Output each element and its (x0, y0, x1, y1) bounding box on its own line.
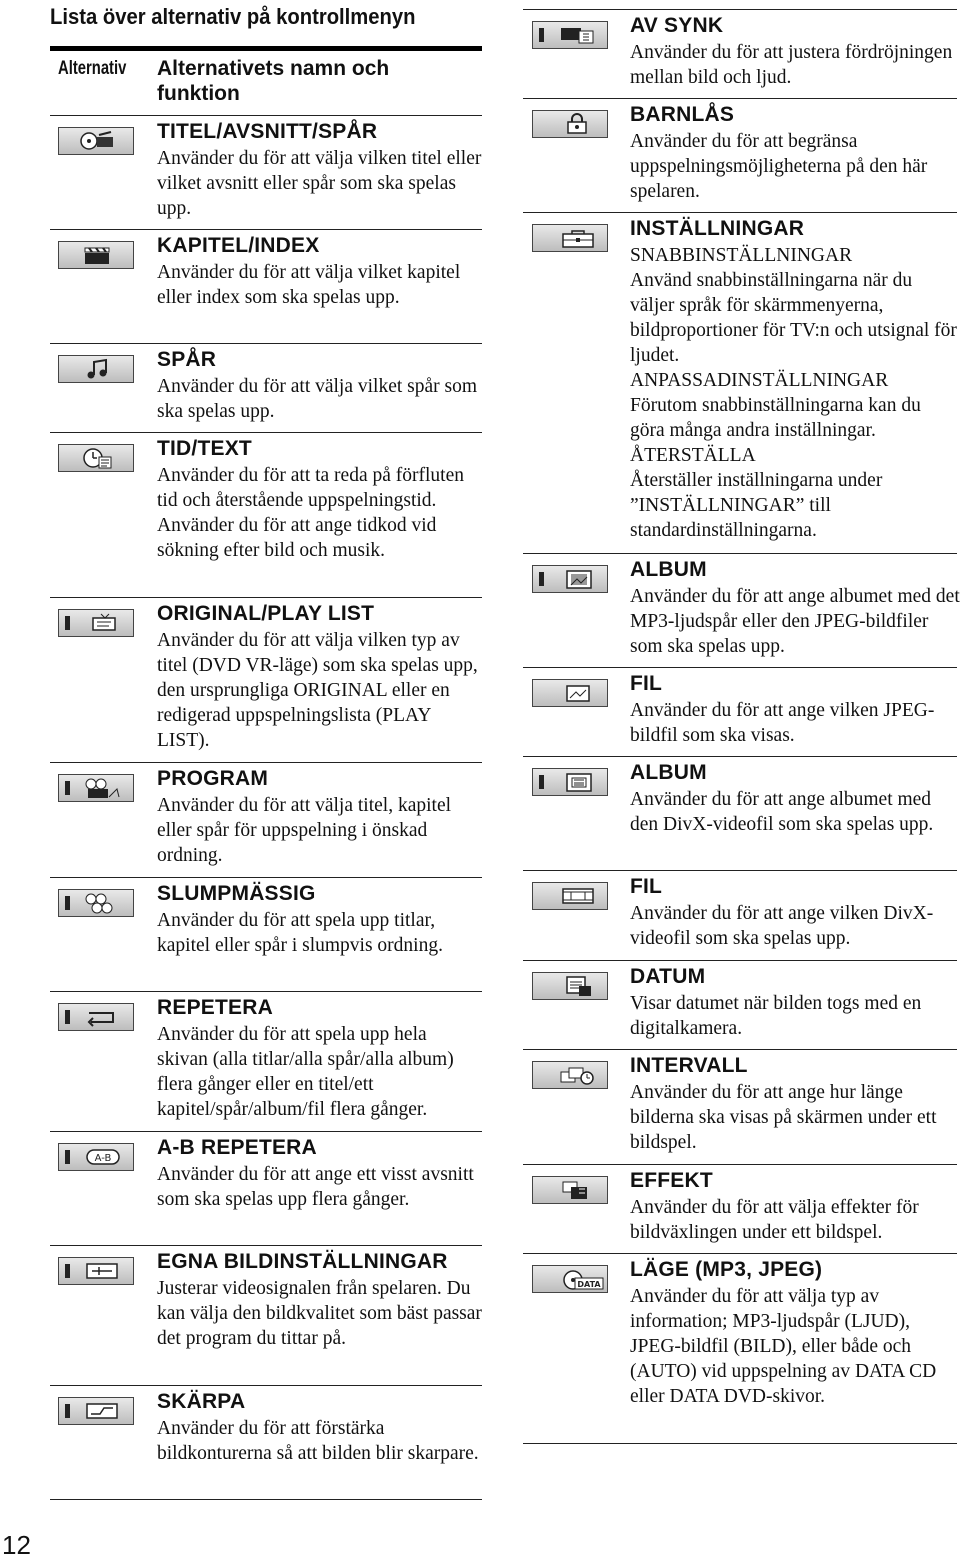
row-divider (50, 229, 482, 230)
film-icon (532, 882, 608, 910)
option-description: Använder du för att spela upp titlar, kapitel eller spår i slumpvis ordning. (157, 910, 443, 956)
interval-icon (532, 1061, 608, 1089)
sharpness-icon (58, 1397, 134, 1425)
option-description: Använder du för att förstärka bildkonturerna så att bilden blir skarpare. (157, 1418, 479, 1464)
option-description: Använder du för att justera fördröjningen mellan bild och ljud. (630, 42, 953, 88)
option-description: Använder du för att ange albumet med den DivX-videofil som ska spelas upp. (630, 789, 934, 835)
option-name: DATUM (630, 965, 706, 988)
image-file-icon (532, 679, 608, 707)
page-number: 12 (2, 1530, 31, 1560)
option-description: Använder du för att välja titel, kapitel eller spår för uppspelning i önskad ordning. (157, 795, 452, 866)
picture-settings-icon (58, 1257, 134, 1285)
option-name: FIL (630, 672, 663, 695)
option-name: INSTÄLLNINGAR (630, 217, 805, 240)
option-description: Använder du för att välja effekter för bildväxlingen under ett bildspel. (630, 1197, 919, 1243)
option-description: Använder du för att välja typ av information; MP3-ljudspår (LJUD), JPEG-bildfil (BILD), eller både och (AUTO) vid uppspelning av DATA CD eller DATA DVD-skivor. (630, 1286, 937, 1407)
option-name: ORIGINAL/PLAY LIST (157, 602, 375, 625)
option-name: A-B REPETERA (157, 1136, 317, 1159)
svg-text:A-B: A-B (94, 1153, 112, 1164)
row-divider (523, 9, 957, 10)
option-name: SKÄRPA (157, 1390, 246, 1413)
video-album-icon (532, 768, 608, 796)
lock-icon (532, 110, 608, 138)
option-name: PROGRAM (157, 767, 269, 790)
option-description: Använder du för att välja vilken titel eller vilket avsnitt eller spår som ska spelas upp. (157, 148, 482, 219)
option-name: TITEL/AVSNITT/SPÅR (157, 120, 378, 143)
option-name: EFFEKT (630, 1169, 713, 1192)
option-name: SLUMPMÄSSIG (157, 882, 316, 905)
disc-title-icon (58, 127, 134, 155)
row-divider (50, 1245, 482, 1246)
option-description: Använder du för att välja vilken typ av titel (DVD VR-läge) som ska spelas upp, den ursprungliga ORIGINAL eller en redigerad uppspelningslista (PLAY LIST). (157, 630, 478, 751)
clapper-icon (58, 241, 134, 269)
row-divider (523, 667, 957, 668)
option-name: SPÅR (157, 348, 217, 371)
toolbox-icon (532, 224, 608, 252)
row-divider (523, 553, 957, 554)
option-name: BARNLÅS (630, 103, 735, 126)
option-name: KAPITEL/INDEX (157, 234, 320, 257)
date-icon (532, 972, 608, 1000)
row-divider (523, 1049, 957, 1050)
option-name: REPETERA (157, 996, 273, 1019)
option-description: Använder du för att välja vilket kapitel eller index som ska spelas upp. (157, 262, 461, 308)
option-description: Använder du för att välja vilket spår som ska spelas upp. (157, 376, 478, 422)
row-divider (50, 877, 482, 878)
option-description: Visar datumet när bilden togs med en digitalkamera. (630, 993, 922, 1039)
option-description: SNABBINSTÄLLNINGAR Använd snabbinställningarna när du väljer språk för skärmmenyerna, bildproportioner för TV:n och utsignal för ljudet. ANPASSADINSTÄLLNINGAR Förutom snabbinställningarna kan du göra många andra inställningar. ÅTERSTÄLLA Återställer inställningarna under ”INSTÄLLNINGAR” till standardinställningarna. (630, 245, 957, 541)
row-divider (523, 212, 957, 213)
photo-album-icon (532, 565, 608, 593)
row-divider (523, 1164, 957, 1165)
option-name: EGNA BILDINSTÄLLNINGAR (157, 1250, 448, 1273)
column-header-alternativ: Alternativ (58, 58, 127, 79)
data-mode-icon (532, 1265, 608, 1293)
music-note-icon (58, 355, 134, 383)
row-divider (50, 115, 482, 116)
option-name: AV SYNK (630, 14, 724, 37)
program-icon (58, 774, 134, 802)
row-divider (523, 98, 957, 99)
table-end-rule-left (50, 1499, 482, 1500)
effect-icon (532, 1176, 608, 1204)
repeat-icon (58, 1003, 134, 1031)
shuffle-icon (58, 889, 134, 917)
row-divider (523, 756, 957, 757)
page-title: Lista över alternativ på kontrollmenyn (50, 4, 416, 29)
ab-repeat-icon (58, 1143, 134, 1171)
row-divider (50, 432, 482, 433)
row-divider (523, 1253, 957, 1254)
row-divider (523, 870, 957, 871)
svg-text:DATA: DATA (577, 1280, 601, 1289)
option-description: Använder du för att ange ett visst avsnitt som ska spelas upp flera gånger. (157, 1164, 474, 1210)
option-description: Använder du för att ange albumet med det MP3-ljudspår eller den JPEG-bildfiler som ska spelas upp. (630, 586, 960, 657)
row-divider (50, 343, 482, 344)
row-divider (50, 597, 482, 598)
row-divider (50, 1131, 482, 1132)
option-description: Använder du för att begränsa uppspelningsmöjligheterna på den här spelaren. (630, 131, 928, 202)
row-divider (50, 762, 482, 763)
row-divider (523, 960, 957, 961)
playlist-icon (58, 609, 134, 637)
title-rule (50, 46, 482, 51)
option-description: Använder du för att ta reda på förfluten tid och återstående uppspelningstid. Använder du för att ange tidkod vid sökning efter bild och musik. (157, 465, 464, 561)
table-end-rule-right (523, 1443, 957, 1444)
row-divider (50, 1385, 482, 1386)
option-name: INTERVALL (630, 1054, 748, 1077)
option-name: LÄGE (MP3, JPEG) (630, 1258, 823, 1281)
option-name: ALBUM (630, 558, 707, 581)
column-header-name: Alternativets namn och funktion (157, 57, 390, 105)
option-description: Använder du för att spela upp hela skivan (alla titlar/alla spår/alla album) flera gånger eller en titel/ett kapitel/spår/album/fil flera gånger. (157, 1024, 454, 1120)
av-sync-icon (532, 21, 608, 49)
clock-text-icon (58, 444, 134, 472)
option-description: Justerar videosignalen från spelaren. Du kan välja den bildkvalitet som bäst passar det program du tittar på. (157, 1278, 482, 1349)
option-name: TID/TEXT (157, 437, 252, 460)
option-description: Använder du för att ange hur länge bilderna ska visas på skärmen under ett bildspel. (630, 1082, 937, 1153)
option-name: FIL (630, 875, 663, 898)
row-divider (50, 991, 482, 992)
option-name: ALBUM (630, 761, 707, 784)
option-description: Använder du för att ange vilken JPEG-bildfil som ska visas. (630, 700, 935, 746)
option-description: Använder du för att ange vilken DivX-videofil som ska spelas upp. (630, 903, 934, 949)
